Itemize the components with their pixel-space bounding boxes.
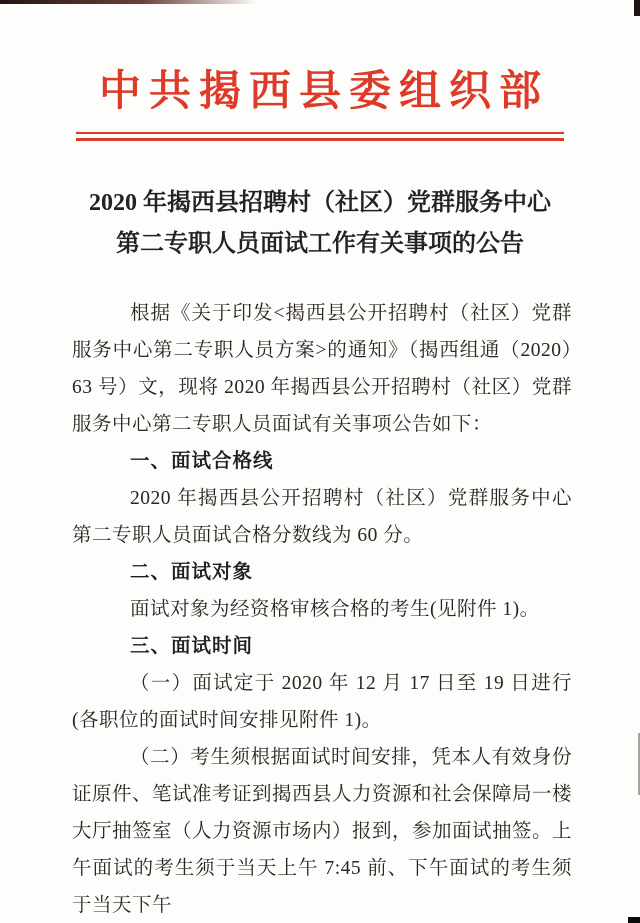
notice-title bbox=[60, 183, 580, 265]
section-heading-3: 三、面试时间 bbox=[130, 635, 254, 657]
notice-title-line-1: 2020 年揭西县招聘村（社区）党群服务中心 bbox=[89, 190, 551, 216]
scan-artifact-bottom-right-corner bbox=[628, 917, 640, 923]
paragraph-pass-line: 2020 年揭西县公开招聘村（社区）党群服务中心第二专职人员面试合格分数线为 60 分。 bbox=[72, 488, 572, 546]
paragraph-candidates: 面试对象为经资格审核合格的考生(见附件 1)。 bbox=[130, 599, 540, 620]
notice-title-line-2: 第二专职人员面试工作有关事项的公告 bbox=[116, 231, 524, 257]
paragraph-checkin: （二）考生须根据面试时间安排，凭本人有效身份证原件、笔试准考证到揭西县人力资源和社会保障局一楼大厅抽签室（人力资源市场内）报到，参加面试抽签。上午面试的考生须于当天上午 7:45 前、下午面试的考生须于当天下午 bbox=[72, 747, 573, 916]
notice-body bbox=[72, 295, 572, 923]
paragraph-schedule: （一）面试定于 2020 年 12 月 17 日至 19 日进行(各职位的面试时间安排见附件 1)。 bbox=[72, 673, 572, 731]
scan-artifact-top-right-corner bbox=[634, 0, 640, 16]
letterhead-org-name: 中共揭西县委组织部 bbox=[98, 69, 549, 115]
scan-artifact-top-edge bbox=[0, 0, 258, 4]
section-heading-2: 二、面试对象 bbox=[130, 561, 254, 583]
letterhead bbox=[0, 66, 640, 141]
section-heading-1: 一、面试合格线 bbox=[130, 450, 274, 472]
paragraph-intro: 根据《关于印发<揭西县公开招聘村（社区）党群服务中心第二专职人员方案>的通知》（揭西组通（2020）63 号）文，现将 2020 年揭西县公开招聘村（社区）党群服务中心第二专职人员面试有关事项公告如下： bbox=[72, 303, 572, 435]
letterhead-divider bbox=[76, 132, 564, 141]
